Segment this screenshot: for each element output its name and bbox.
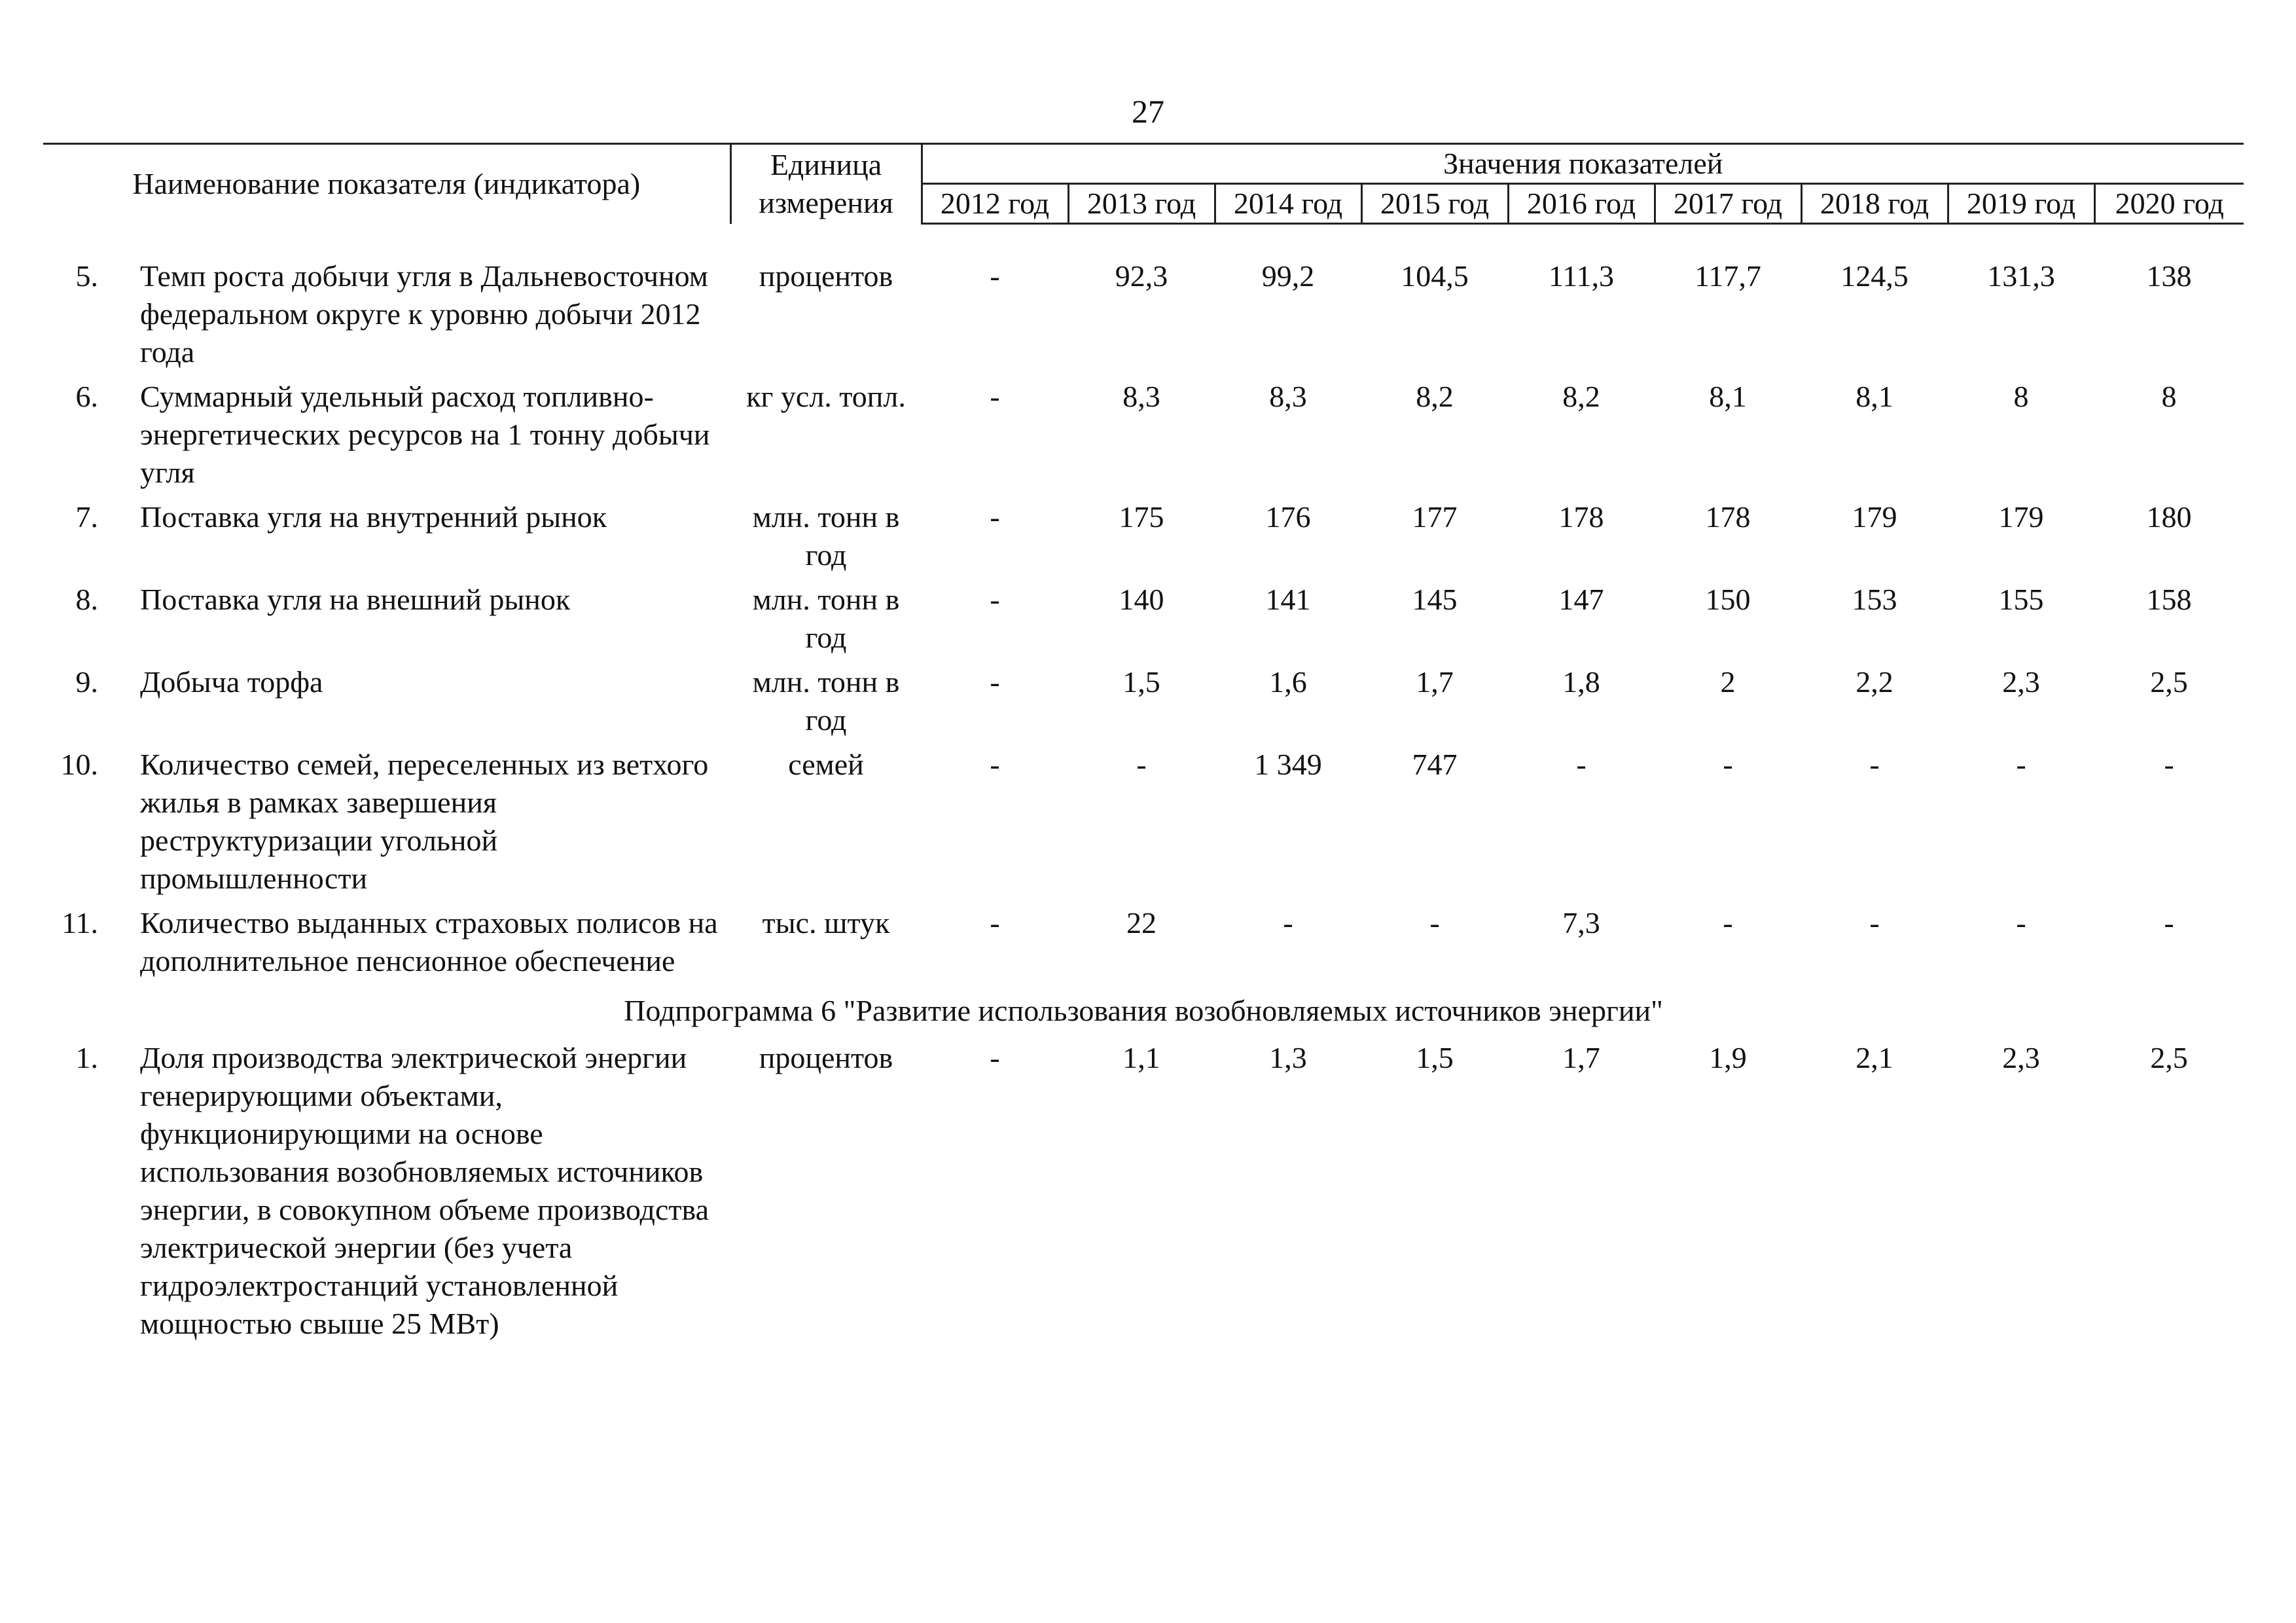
value-cell: 150 [1705, 583, 1751, 616]
value-cell: 1 349 [1254, 748, 1322, 781]
table-body [43, 224, 2244, 1350]
page-number: 27 [1132, 93, 1164, 130]
value-cell: 140 [1119, 583, 1164, 616]
value-cell: 141 [1265, 583, 1311, 616]
value-cell: - [990, 259, 1000, 293]
value-cell: 2,1 [1856, 1041, 1893, 1074]
value-cell: 177 [1412, 500, 1458, 534]
value-cell: 99,2 [1261, 259, 1315, 293]
value-cell: 2,5 [2150, 1041, 2188, 1074]
header-year: 2019 год [1948, 184, 2094, 224]
value-cell: 747 [1412, 748, 1458, 781]
row-number: 9. [75, 665, 98, 699]
unit-cell: процентов [759, 259, 893, 293]
value-cell: - [1429, 906, 1440, 939]
row-number: 10. [60, 748, 98, 781]
header-spacer-row [43, 224, 2244, 258]
value-cell: 1,7 [1416, 665, 1454, 699]
value-cell: 8,2 [1416, 380, 1454, 413]
value-cell: 145 [1412, 583, 1458, 616]
value-cell: 2,3 [2002, 1041, 2040, 1074]
value-cell: - [2016, 906, 2026, 939]
row-number: 11. [62, 906, 98, 939]
value-cell: 1,5 [1122, 665, 1160, 699]
value-cell: 178 [1705, 500, 1751, 534]
table-row [43, 498, 2244, 581]
indicators-table [43, 143, 2244, 1349]
header-year: 2013 год [1068, 184, 1215, 224]
value-cell: 8,3 [1122, 380, 1160, 413]
table-row [43, 581, 2244, 663]
value-cell: - [990, 1041, 1000, 1074]
value-cell: - [990, 380, 1000, 413]
value-cell: 1,1 [1122, 1041, 1160, 1074]
value-cell: 117,7 [1695, 259, 1761, 293]
value-cell: - [1136, 748, 1147, 781]
value-cell: 8,3 [1269, 380, 1307, 413]
table-header [43, 144, 2244, 224]
value-cell: 22 [1126, 906, 1157, 939]
value-cell: 158 [2146, 583, 2192, 616]
header-year: 2012 год [922, 184, 1068, 224]
value-cell: 147 [1558, 583, 1604, 616]
header-year: 2014 год [1215, 184, 1361, 224]
value-cell: 155 [1998, 583, 2044, 616]
value-cell: 180 [2146, 500, 2192, 534]
value-cell: - [990, 500, 1000, 534]
value-cell: 176 [1265, 500, 1311, 534]
table-row [43, 663, 2244, 746]
indicator-name: Добыча торфа [140, 665, 323, 699]
value-cell: 138 [2146, 259, 2192, 293]
value-cell: 175 [1119, 500, 1164, 534]
header-unit: Единица измерения [730, 144, 922, 224]
indicator-name: Суммарный удельный расход топливно-энергетических ресурсов на 1 тонну добычи угля [140, 380, 710, 489]
unit-cell: кг усл. топл. [746, 380, 906, 413]
value-cell: 124,5 [1840, 259, 1909, 293]
value-cell: 1,5 [1416, 1041, 1454, 1074]
unit-cell: тыс. штук [762, 906, 890, 939]
value-cell: 8 [2161, 380, 2177, 413]
value-cell: 111,3 [1548, 259, 1615, 293]
value-cell: 8,1 [1856, 380, 1893, 413]
value-cell: - [2164, 748, 2174, 781]
header-year: 2017 год [1655, 184, 1801, 224]
value-cell: 2,5 [2150, 665, 2188, 699]
value-cell: - [1869, 748, 1880, 781]
row-number: 6. [75, 380, 98, 413]
unit-cell: млн. тонн в год [752, 500, 900, 572]
value-cell: 179 [1852, 500, 1897, 534]
header-indicator-name: Наименование показателя (индикатора) [43, 144, 730, 224]
indicator-name: Доля производства электрической энергии генерирующими объектами, функционирующими на основе использования возобновляемых источников энергии, в совокупном объеме производства электрической энергии (без учета гидроэлектростанций установленной мощностью свыше 25 МВт) [140, 1041, 709, 1340]
value-cell: - [990, 665, 1000, 699]
indicator-name: Количество семей, переселенных из ветхого жилья в рамках завершения реструктуризации угольной промышленности [140, 748, 709, 895]
value-cell: - [2164, 906, 2174, 939]
value-cell: 7,3 [1562, 906, 1600, 939]
value-cell: - [1723, 748, 1733, 781]
header-year: 2018 год [1801, 184, 1948, 224]
unit-cell: млн. тонн в год [752, 665, 900, 737]
value-cell: - [1283, 906, 1293, 939]
table-row [43, 904, 2244, 987]
value-cell: - [990, 583, 1000, 616]
value-cell: 2 [1720, 665, 1736, 699]
value-cell: - [1576, 748, 1587, 781]
value-cell: - [1723, 906, 1733, 939]
header-values: Значения показателей [922, 144, 2244, 184]
value-cell: 2,2 [1856, 665, 1893, 699]
value-cell: 131,3 [1987, 259, 2055, 293]
value-cell: 2,3 [2002, 665, 2040, 699]
table-row [43, 746, 2244, 904]
value-cell: 104,5 [1401, 259, 1469, 293]
header-year: 2015 год [1361, 184, 1508, 224]
value-cell: 1,7 [1562, 1041, 1600, 1074]
value-cell: 1,9 [1709, 1041, 1747, 1074]
value-cell: 92,3 [1115, 259, 1168, 293]
value-cell: 8 [2013, 380, 2029, 413]
indicator-name: Количество выданных страховых полисов на дополнительное пенсионное обеспечение [140, 906, 718, 977]
value-cell: 153 [1852, 583, 1897, 616]
value-cell: 179 [1998, 500, 2044, 534]
indicator-name: Поставка угля на внешний рынок [140, 583, 571, 616]
row-number: 5. [75, 259, 98, 293]
unit-cell: процентов [759, 1041, 893, 1074]
value-cell: 1,3 [1269, 1041, 1307, 1074]
value-cell: - [990, 906, 1000, 939]
indicator-name: Поставка угля на внутренний рынок [140, 500, 607, 534]
section-title: Подпрограмма 6 "Развитие использования возобновляемых источников энергии" [624, 994, 1663, 1027]
row-number: 8. [75, 583, 98, 616]
value-cell: 8,1 [1709, 380, 1747, 413]
row-number: 7. [75, 500, 98, 534]
unit-cell: млн. тонн в год [752, 583, 900, 654]
row-number: 1. [75, 1041, 98, 1074]
section-row [43, 987, 2244, 1039]
value-cell: - [1869, 906, 1880, 939]
value-cell: - [2016, 748, 2026, 781]
value-cell: 1,6 [1269, 665, 1307, 699]
table-row [43, 1039, 2244, 1349]
unit-cell: семей [788, 748, 864, 781]
header-year: 2016 год [1508, 184, 1655, 224]
value-cell: 1,8 [1562, 665, 1600, 699]
table-row [43, 378, 2244, 498]
value-cell: 178 [1558, 500, 1604, 534]
header-year: 2020 год [2094, 184, 2244, 224]
indicator-name: Темп роста добычи угля в Дальневосточном федеральном округе к уровню добычи 2012 года [140, 259, 708, 369]
value-cell: - [990, 748, 1000, 781]
table-row [43, 257, 2244, 378]
value-cell: 8,2 [1562, 380, 1600, 413]
